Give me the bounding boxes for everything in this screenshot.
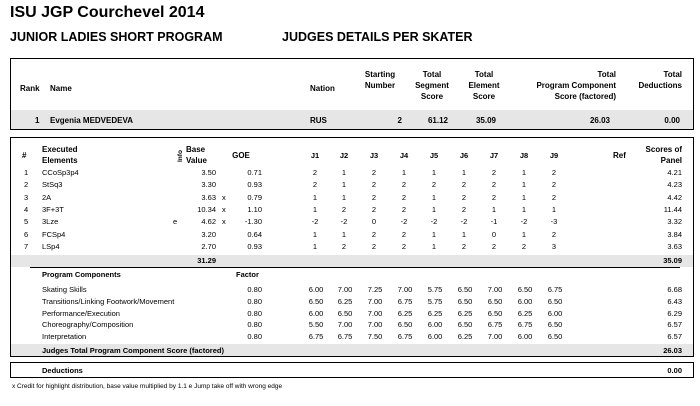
component-name: Interpretation	[42, 332, 87, 342]
element-base-value: 3.20	[201, 229, 216, 239]
element-judge-score: 1	[341, 229, 347, 239]
pcs-total-value: 26.03	[663, 346, 682, 355]
component-judge-score: 6.75	[547, 285, 563, 294]
element-judge-score: 1	[431, 204, 437, 214]
element-number: 7	[24, 241, 29, 251]
element-judge-score: 2	[551, 192, 557, 202]
component-judge-score: 6.75	[337, 332, 353, 342]
info-header: Info	[177, 150, 184, 162]
component-name: Performance/Execution	[42, 308, 120, 318]
element-judge-score: 2	[401, 241, 407, 251]
element-judge-score: 1	[491, 204, 497, 214]
judge-header-3: J3	[369, 151, 379, 160]
element-judge-score: 2	[491, 192, 497, 202]
element-name: CCoSp3p4	[42, 168, 79, 177]
nation-header: Nation	[310, 84, 335, 93]
element-goe: 1.10	[247, 204, 262, 214]
element-judge-score: 2	[371, 241, 377, 251]
element-number: 1	[24, 168, 29, 177]
component-name: Skating Skills	[42, 285, 87, 294]
judge-header-6: J6	[459, 151, 469, 160]
tes-header: Total Element Score	[468, 70, 500, 101]
component-judge-score: 6.25	[337, 296, 353, 306]
component-judge-score: 6.00	[517, 296, 533, 306]
element-judge-score: 1	[312, 241, 318, 251]
element-judge-score: 3	[551, 241, 557, 251]
element-bonus-mark: x	[222, 217, 226, 227]
component-judge-score: 6.00	[308, 308, 324, 318]
element-name: FCSp4	[42, 229, 66, 239]
element-judge-score: 2	[341, 241, 347, 251]
skater-name: Evgenia MEDVEDEVA	[50, 116, 133, 125]
deductions-label: Deductions	[42, 366, 83, 375]
element-judge-score: 0	[491, 229, 497, 239]
component-judge-score: 7.00	[367, 296, 383, 306]
skater-pcs: 26.03	[589, 116, 610, 125]
element-judge-score: 2	[551, 229, 557, 239]
component-judge-score: 6.00	[517, 332, 533, 342]
element-judge-score: -2	[340, 217, 348, 227]
element-goe: 0.71	[247, 168, 262, 177]
component-judge-score: 6.50	[547, 320, 563, 330]
component-name: Transitions/Linking Footwork/Movement	[42, 296, 175, 306]
component-judge-score: 6.75	[308, 332, 324, 342]
element-base-value: 4.62	[201, 217, 216, 227]
scores-of-panel-header: Scores of Panel	[645, 145, 682, 165]
component-judge-score: 6.25	[427, 308, 443, 318]
skater-rank: 1	[35, 116, 40, 125]
component-judge-score: 7.00	[337, 320, 353, 330]
name-header: Name	[50, 84, 72, 93]
component-panel-score: 6.57	[667, 332, 682, 342]
component-judge-score: 7.00	[487, 285, 503, 294]
element-judge-score: 2	[461, 204, 467, 214]
element-judge-score: 2	[491, 241, 497, 251]
element-judge-score: 2	[371, 204, 377, 214]
element-base-value: 3.30	[201, 180, 216, 190]
program-components-header: Program Components	[42, 270, 121, 279]
element-judge-score: 2	[551, 180, 557, 190]
element-judge-score: 2	[401, 180, 407, 190]
component-judge-score: 7.00	[397, 285, 413, 294]
component-judge-score: 6.75	[397, 296, 413, 306]
element-judge-score: 1	[341, 168, 347, 177]
tes-total: 35.09	[663, 256, 682, 265]
element-judge-score: 1	[341, 192, 347, 202]
element-judge-score: 2	[431, 180, 437, 190]
element-info: e	[173, 217, 178, 227]
element-judge-score: 1	[521, 180, 527, 190]
pcs-total-label: Judges Total Program Component Score (factored)	[42, 346, 224, 355]
base-total-shade	[11, 255, 693, 267]
component-judge-score: 7.50	[367, 332, 383, 342]
rank-header: Rank	[20, 84, 40, 93]
element-judge-score: 2	[371, 229, 377, 239]
element-judge-score: 1	[521, 192, 527, 202]
element-judge-score: 2	[551, 168, 557, 177]
element-judge-score: -2	[460, 217, 468, 227]
element-judge-score: 2	[491, 180, 497, 190]
element-judge-score: 1	[341, 180, 347, 190]
component-judge-score: 6.50	[397, 320, 413, 330]
footnote: x Credit for highlight distribution, base value multiplied by 1.1 e Jump take off with wrong edge	[12, 383, 283, 390]
factor-header: Factor	[236, 270, 259, 279]
element-panel-score: 11.44	[663, 204, 682, 214]
element-base-value: 2.70	[201, 241, 216, 251]
component-judge-score: 5.50	[308, 320, 324, 330]
report-title: JUDGES DETAILS PER SKATER	[282, 30, 473, 44]
element-judge-score: 2	[461, 180, 467, 190]
element-judge-score: 1	[461, 168, 467, 177]
judge-header-2: J2	[339, 151, 349, 160]
element-goe: 0.93	[247, 180, 262, 190]
element-judge-score: -2	[520, 217, 528, 227]
base-value-total: 31.29	[197, 256, 216, 265]
num-header: #	[22, 151, 27, 160]
component-judge-score: 6.00	[427, 332, 443, 342]
element-name: 2A	[42, 192, 52, 202]
base-value-header: Base Value	[186, 145, 207, 165]
element-judge-score: 2	[461, 241, 467, 251]
element-judge-score: 1	[521, 229, 527, 239]
element-name: 3Lze	[42, 217, 59, 227]
element-judge-score: 2	[312, 180, 318, 190]
element-judge-score: 2	[371, 168, 377, 177]
element-judge-score: 1	[431, 168, 437, 177]
element-judge-score: 1	[461, 229, 467, 239]
element-name: StSq3	[42, 180, 63, 190]
element-judge-score: 2	[312, 168, 318, 177]
component-judge-score: 7.25	[367, 285, 383, 294]
judge-header-1: J1	[310, 151, 320, 160]
component-judge-score: 6.25	[457, 308, 473, 318]
judge-header-9: J9	[549, 151, 559, 160]
pcs-header: Total Program Component Score (factored)	[536, 70, 616, 101]
element-judge-score: -3	[550, 217, 558, 227]
element-judge-score: 1	[312, 204, 318, 214]
element-name: 3F+3T	[42, 204, 64, 214]
segment-title: JUNIOR LADIES SHORT PROGRAM	[10, 30, 223, 44]
element-judge-score: 2	[521, 241, 527, 251]
element-judge-score: -2	[311, 217, 319, 227]
component-factor: 0.80	[247, 332, 262, 342]
element-panel-score: 3.84	[667, 229, 682, 239]
deductions-header: Total Deductions	[638, 70, 682, 90]
element-judge-score: 1	[521, 204, 527, 214]
component-factor: 0.80	[247, 308, 262, 318]
skater-tss: 61.12	[427, 116, 448, 125]
element-judge-score: 2	[371, 192, 377, 202]
component-judge-score: 6.50	[457, 285, 473, 294]
element-judge-score: 2	[401, 204, 407, 214]
element-judge-score: -2	[400, 217, 408, 227]
component-judge-score: 5.75	[427, 296, 443, 306]
skater-nation: RUS	[310, 116, 327, 125]
element-goe: 0.64	[247, 229, 262, 239]
element-number: 3	[24, 192, 29, 202]
component-judge-score: 6.50	[517, 285, 533, 294]
goe-header: GOE	[232, 151, 250, 160]
deductions-value: 0.00	[667, 366, 682, 375]
element-number: 2	[24, 180, 29, 190]
component-judge-score: 6.00	[547, 308, 563, 318]
component-judge-score: 6.50	[457, 296, 473, 306]
element-judge-score: 1	[431, 241, 437, 251]
component-judge-score: 6.50	[308, 296, 324, 306]
element-judge-score: 1	[312, 229, 318, 239]
element-judge-score: 1	[521, 168, 527, 177]
components-divider	[30, 267, 680, 268]
component-factor: 0.80	[247, 285, 262, 294]
component-judge-score: 7.00	[367, 320, 383, 330]
component-judge-score: 6.25	[397, 308, 413, 318]
element-judge-score: 2	[491, 168, 497, 177]
skater-start-number: 2	[397, 116, 402, 125]
element-judge-score: 0	[371, 217, 377, 227]
element-number: 6	[24, 229, 29, 239]
deductions-box	[10, 362, 694, 378]
component-judge-score: 6.00	[308, 285, 324, 294]
skater-tes: 35.09	[475, 116, 496, 125]
event-title: ISU JGP Courchevel 2014	[10, 4, 205, 21]
component-judge-score: 7.00	[487, 332, 503, 342]
element-judge-score: 1	[431, 229, 437, 239]
component-judge-score: 6.75	[397, 332, 413, 342]
component-judge-score: 6.50	[457, 320, 473, 330]
element-bonus-mark: x	[222, 192, 226, 202]
component-panel-score: 6.29	[667, 308, 682, 318]
component-factor: 0.80	[247, 320, 262, 330]
element-panel-score: 3.32	[667, 217, 682, 227]
element-panel-score: 4.23	[667, 180, 682, 190]
component-name: Choreography/Composition	[42, 320, 134, 330]
element-judge-score: 2	[401, 229, 407, 239]
ref-header: Ref	[613, 151, 626, 160]
element-goe: 0.93	[247, 241, 262, 251]
component-judge-score: 5.75	[427, 285, 443, 294]
judge-header-4: J4	[399, 151, 409, 160]
element-number: 4	[24, 204, 29, 214]
element-panel-score: 4.21	[667, 168, 682, 177]
component-judge-score: 6.00	[427, 320, 443, 330]
component-judge-score: 6.50	[487, 296, 503, 306]
skater-deductions: 0.00	[664, 116, 680, 125]
component-factor: 0.80	[247, 296, 262, 306]
component-judge-score: 6.75	[487, 320, 503, 330]
element-judge-score: 1	[312, 192, 318, 202]
element-judge-score: 2	[461, 192, 467, 202]
component-panel-score: 6.57	[667, 320, 682, 330]
component-judge-score: 6.50	[487, 308, 503, 318]
component-panel-score: 6.43	[667, 296, 682, 306]
element-judge-score: 1	[431, 192, 437, 202]
element-base-value: 3.50	[201, 168, 216, 177]
element-judge-score: -1	[490, 217, 498, 227]
element-name: LSp4	[42, 241, 60, 251]
element-base-value: 10.34	[197, 204, 216, 214]
component-judge-score: 6.25	[517, 308, 533, 318]
element-bonus-mark: x	[222, 204, 226, 214]
element-panel-score: 4.42	[667, 192, 682, 202]
judge-header-8: J8	[519, 151, 529, 160]
element-judge-score: 2	[371, 180, 377, 190]
component-judge-score: 6.50	[337, 308, 353, 318]
element-number: 5	[24, 217, 29, 227]
executed-elements-header: Executed Elements	[42, 145, 78, 165]
element-judge-score: 2	[401, 192, 407, 202]
component-judge-score: 7.00	[367, 308, 383, 318]
element-base-value: 3.63	[201, 192, 216, 202]
component-judge-score: 7.00	[337, 285, 353, 294]
starting-number-header: Starting Number	[364, 70, 396, 90]
element-judge-score: 2	[341, 204, 347, 214]
component-judge-score: 6.50	[547, 296, 563, 306]
component-judge-score: 6.75	[517, 320, 533, 330]
element-goe: -1.30	[244, 217, 262, 227]
tss-header: Total Segment Score	[415, 70, 449, 101]
component-panel-score: 6.68	[667, 285, 682, 294]
element-judge-score: -2	[430, 217, 438, 227]
component-judge-score: 6.50	[547, 332, 563, 342]
component-judge-score: 6.25	[457, 332, 473, 342]
element-panel-score: 3.63	[667, 241, 682, 251]
element-goe: 0.79	[247, 192, 262, 202]
judge-header-7: J7	[489, 151, 499, 160]
judge-header-5: J5	[429, 151, 439, 160]
element-judge-score: 1	[401, 168, 407, 177]
element-judge-score: 1	[551, 204, 557, 214]
